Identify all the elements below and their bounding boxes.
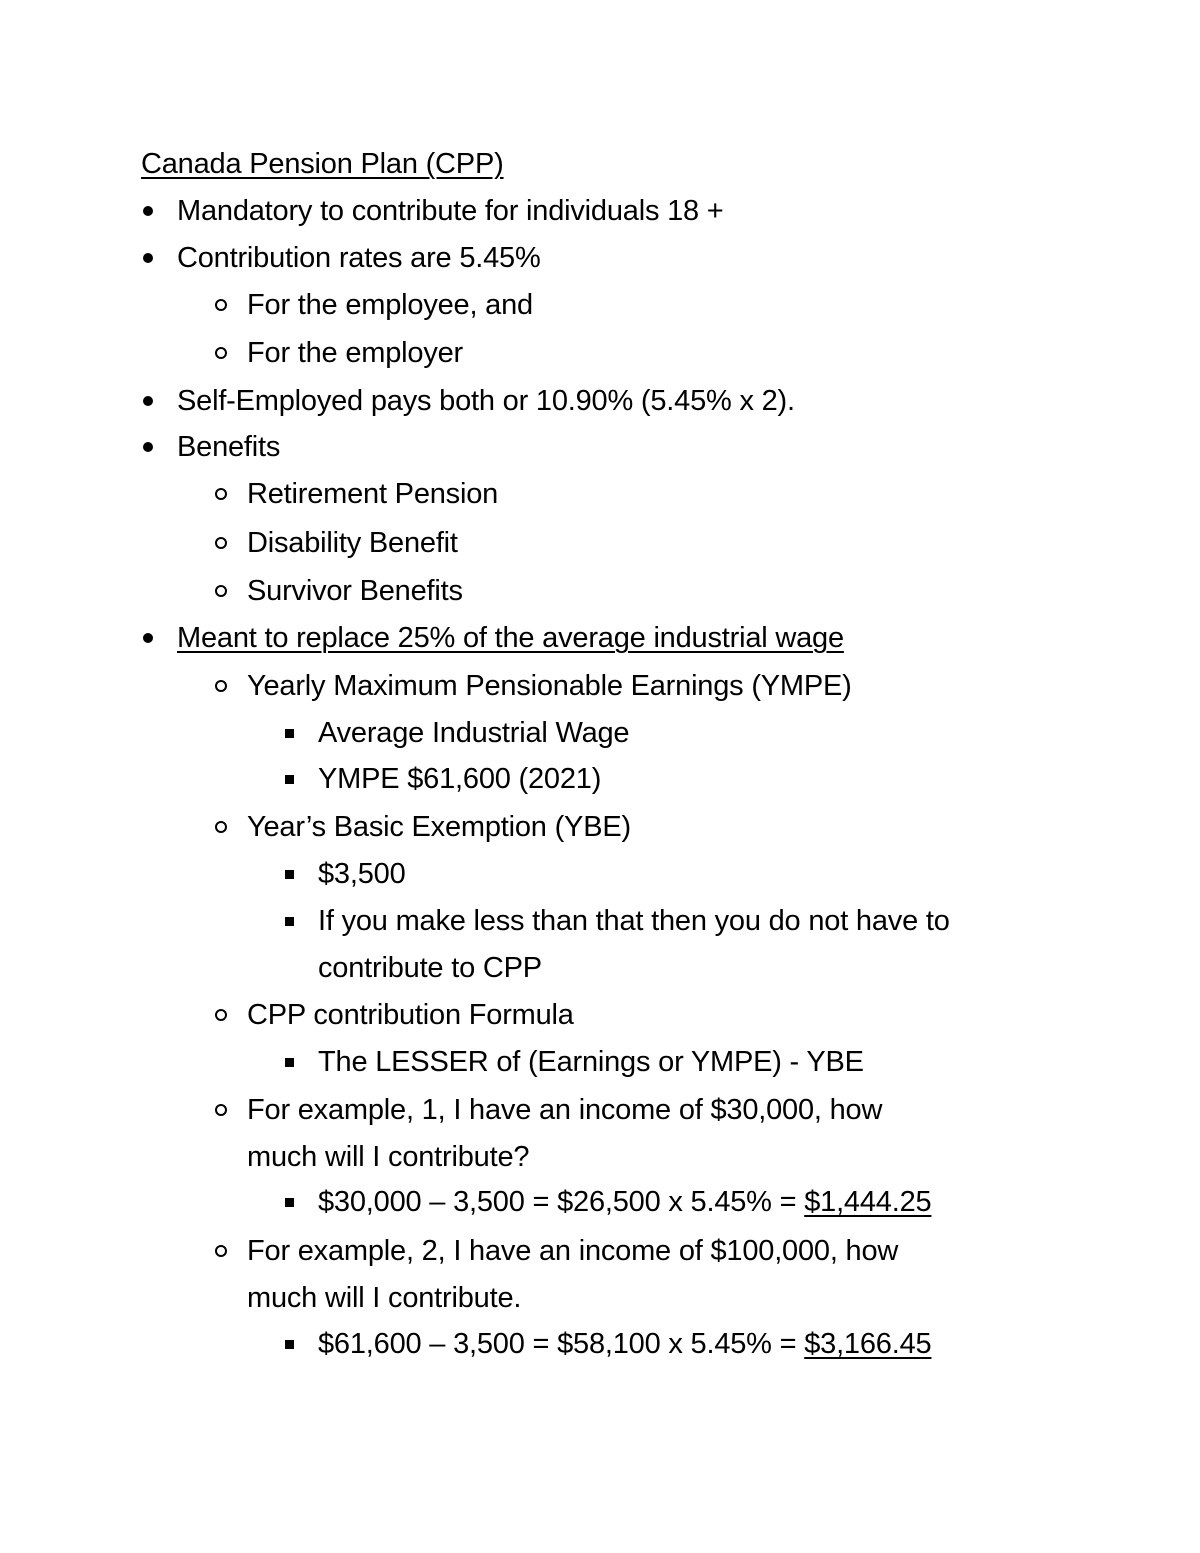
list-item: For the employer [247,337,463,369]
list-item: Year’s Basic Exemption (YBE) [247,811,631,843]
bullet-circle-icon [215,1245,227,1257]
list-item: Retirement Pension [247,478,499,510]
bullet-square-icon [285,917,294,926]
list-item: For example, 1, I have an income of $30,000, how [247,1094,883,1126]
bullet-dot-icon [143,206,153,216]
bullet-circle-icon [215,821,227,833]
list-item: Contribution rates are 5.45% [177,242,541,274]
bullet-circle-icon [215,347,227,359]
list-item: Survivor Benefits [247,575,463,607]
list-item: Disability Benefit [247,527,458,559]
page-title: Canada Pension Plan (CPP) [141,148,504,180]
list-item: Yearly Maximum Pensionable Earnings (YMPE) [247,670,852,702]
bullet-circle-icon [215,537,227,549]
bullet-square-icon [285,870,294,879]
bullet-circle-icon [215,488,227,500]
bullet-square-icon [285,1198,294,1207]
bullet-circle-icon [215,680,227,692]
calculation-result: $1,444.25 [804,1186,932,1218]
list-item [318,1327,931,1361]
calculation-text: $30,000 – 3,500 = $26,500 x 5.45% = [318,1186,805,1218]
list-item-continuation: much will I contribute. [247,1282,522,1314]
list-item: If you make less than that then you do not have to [318,905,950,937]
list-item: Meant to replace 25% of the average industrial wage [177,622,844,654]
list-item: YMPE $61,600 (2021) [318,763,602,795]
bullet-dot-icon [143,442,153,452]
list-item-continuation: contribute to CPP [318,952,542,984]
list-item: Average Industrial Wage [318,717,630,749]
bullet-circle-icon [215,585,227,597]
list-item: Self-Employed pays both or 10.90% (5.45% x 2). [177,385,795,417]
bullet-circle-icon [215,299,227,311]
list-item: The LESSER of (Earnings or YMPE) - YBE [318,1046,864,1078]
list-item: CPP contribution Formula [247,999,574,1031]
bullet-square-icon [285,729,294,738]
bullet-square-icon [285,1058,294,1067]
list-item: Benefits [177,431,281,463]
bullet-circle-icon [215,1104,227,1116]
list-item-continuation: much will I contribute? [247,1141,530,1173]
list-item: $3,500 [318,858,406,890]
list-item: Mandatory to contribute for individuals 18 + [177,195,724,227]
list-item: For example, 2, I have an income of $100,000, how [247,1235,899,1267]
bullet-square-icon [285,1340,294,1349]
calculation-text: $61,600 – 3,500 = $58,100 x 5.45% = [318,1328,805,1360]
list-item: For the employee, and [247,289,533,321]
calculation-result: $3,166.45 [804,1328,932,1360]
bullet-dot-icon [143,633,153,643]
bullet-square-icon [285,775,294,784]
list-item [318,1185,931,1219]
bullet-circle-icon [215,1009,227,1021]
bullet-dot-icon [143,253,153,263]
bullet-dot-icon [143,396,153,406]
